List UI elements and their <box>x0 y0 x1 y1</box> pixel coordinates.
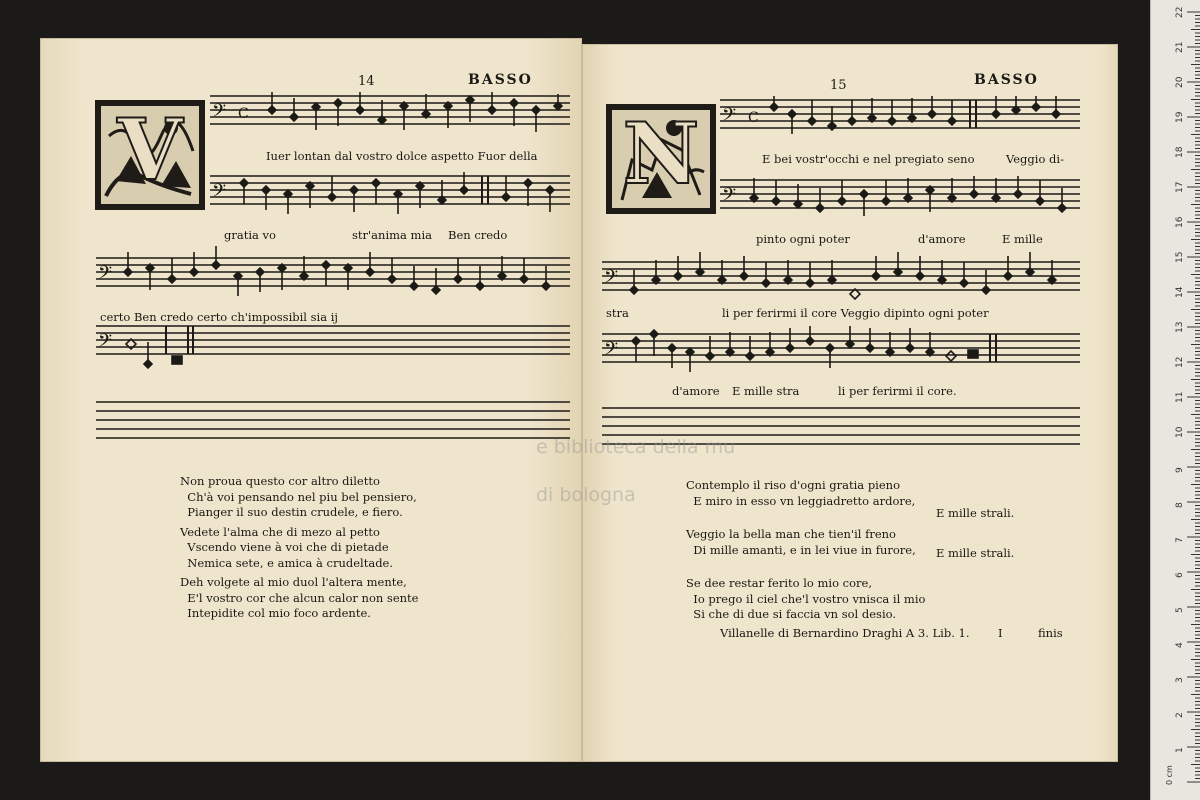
lyric-line-1: E bei vostr'occhi e nel pregiato seno <box>762 152 975 166</box>
left-page-number: 14 <box>358 74 375 89</box>
lyric-line-4: d'amore <box>918 232 966 246</box>
right-poem <box>686 478 925 623</box>
ruler-number: 6 <box>1175 572 1185 578</box>
ruler-number: 16 <box>1175 216 1185 228</box>
lyric-line-1: Iuer lontan dal vostro dolce aspetto Fuor della <box>266 149 538 163</box>
staff-2 <box>720 176 1080 224</box>
poem-line: Non proua questo cor altro diletto <box>180 474 380 488</box>
staff-3 <box>96 246 570 306</box>
colophon: Villanelle di Bernardino Draghi A 3. Lib. 1. <box>720 626 970 640</box>
svg-text:C: C <box>748 110 759 126</box>
measurement-ruler <box>1150 0 1200 800</box>
staff-3 <box>602 250 1080 310</box>
staff-4 <box>602 326 1080 382</box>
svg-text:𝄢: 𝄢 <box>98 331 113 356</box>
left-page <box>40 38 582 762</box>
ruler-number: 1 <box>1175 747 1185 753</box>
lyric-line-5: certo Ben credo certo ch'impossibil sia ij <box>100 310 338 324</box>
initial-letter: V <box>117 106 183 199</box>
decorated-initial-v <box>95 100 205 210</box>
ruler-number: 15 <box>1175 251 1185 263</box>
poem-line: Io prego il ciel che'l vostro vnisca il mio <box>686 591 926 606</box>
ruler-number: 10 <box>1175 426 1185 438</box>
lyric-line-10: li per ferirmi il core. <box>838 384 957 398</box>
left-poem <box>180 474 418 622</box>
ruler-number: 12 <box>1175 356 1185 368</box>
poem-line: Pianger il suo destin crudele, e fiero. <box>180 505 403 519</box>
right-page-number: 15 <box>830 78 847 93</box>
right-page-header: BASSO <box>974 72 1039 88</box>
lyric-line-4: Ben credo <box>448 228 508 242</box>
watermark-line-2: di bologna <box>536 484 636 506</box>
lyric-line-8: d'amore <box>672 384 720 398</box>
ruler-number: 2 <box>1175 712 1185 718</box>
svg-text:C: C <box>238 106 249 122</box>
poem-line: E'l vostro cor che alcun calor non sente <box>180 590 419 605</box>
refrain-1: E mille strali. <box>936 506 1015 520</box>
signature-mark: I <box>998 626 1003 640</box>
ruler-unit-label: 0 cm <box>1165 765 1174 785</box>
empty-staff <box>96 398 570 442</box>
lyric-line-3: str'anima mia <box>352 228 432 242</box>
svg-text:𝄢: 𝄢 <box>722 105 737 130</box>
ruler-number: 13 <box>1175 321 1185 333</box>
staff-4 <box>96 322 570 370</box>
svg-text:𝄢: 𝄢 <box>604 267 619 292</box>
poem-line: Vedete l'alma che di mezo al petto <box>180 524 380 539</box>
ruler-number: 4 <box>1175 642 1185 648</box>
svg-text:𝄢: 𝄢 <box>212 181 227 206</box>
initial-letter: N <box>622 110 700 203</box>
finis-mark: finis <box>1038 626 1063 640</box>
lyric-line-3: pinto ogni poter <box>756 232 850 246</box>
svg-text:𝄢: 𝄢 <box>722 185 737 210</box>
poem-line: Si che di due si faccia vn sol desio. <box>686 607 897 621</box>
watermark-line-1: e biblioteca della mu <box>536 436 736 458</box>
ruler-number: 18 <box>1175 146 1185 158</box>
ruler-number: 22 <box>1175 6 1185 18</box>
svg-text:𝄢: 𝄢 <box>604 339 619 364</box>
poem-line: Se dee restar ferito lo mio core, <box>686 576 872 590</box>
svg-text:𝄢: 𝄢 <box>98 263 113 288</box>
staff-2 <box>210 172 570 220</box>
lyric-line-9: E mille stra <box>732 384 800 398</box>
poem-line: Intepidite col mio foco ardente. <box>180 606 371 620</box>
ruler-number: 9 <box>1175 467 1185 473</box>
right-page <box>582 44 1118 762</box>
ruler-number: 21 <box>1175 41 1185 53</box>
poem-line: E miro in esso vn leggiadretto ardore, <box>686 493 916 508</box>
lyric-line-6: stra <box>606 306 629 320</box>
ruler-number: 17 <box>1175 181 1185 193</box>
ruler-number: 8 <box>1175 502 1185 508</box>
ruler-number: 7 <box>1175 537 1185 543</box>
staff-1 <box>210 92 570 140</box>
ruler-number: 3 <box>1175 677 1185 683</box>
poem-line: Contemplo il riso d'ogni gratia pieno <box>686 478 900 492</box>
svg-text:𝄢: 𝄢 <box>212 101 227 126</box>
decorated-initial-n <box>606 104 716 214</box>
refrain-2: E mille strali. <box>936 546 1015 560</box>
lyric-line-2: gratia vo <box>224 228 276 242</box>
left-page-header: BASSO <box>468 72 533 88</box>
poem-line: Vscendo viene à voi che di pietade <box>180 540 389 554</box>
ruler-number: 11 <box>1175 391 1185 403</box>
ruler-number: 19 <box>1175 111 1185 123</box>
ruler-number: 20 <box>1175 76 1185 88</box>
poem-line: Veggio la bella man che tien'il freno <box>686 527 896 541</box>
poem-line: Deh volgete al mio duol l'altera mente, <box>180 575 407 589</box>
lyric-line-7: li per ferirmi il core Veggio dipinto ogni poter <box>722 306 989 320</box>
poem-line: Ch'à voi pensando nel piu bel pensiero, <box>180 489 417 504</box>
lyric-line-5: E mille <box>1002 232 1043 246</box>
ruler-number: 5 <box>1175 607 1185 613</box>
poem-line: Nemica sete, e amica à crudeltade. <box>180 555 394 570</box>
staff-1 <box>720 96 1080 144</box>
lyric-line-2: Veggio di- <box>1006 152 1064 166</box>
ruler-number: 14 <box>1175 286 1185 298</box>
poem-line: Di mille amanti, e in lei viue in furore, <box>686 542 916 557</box>
